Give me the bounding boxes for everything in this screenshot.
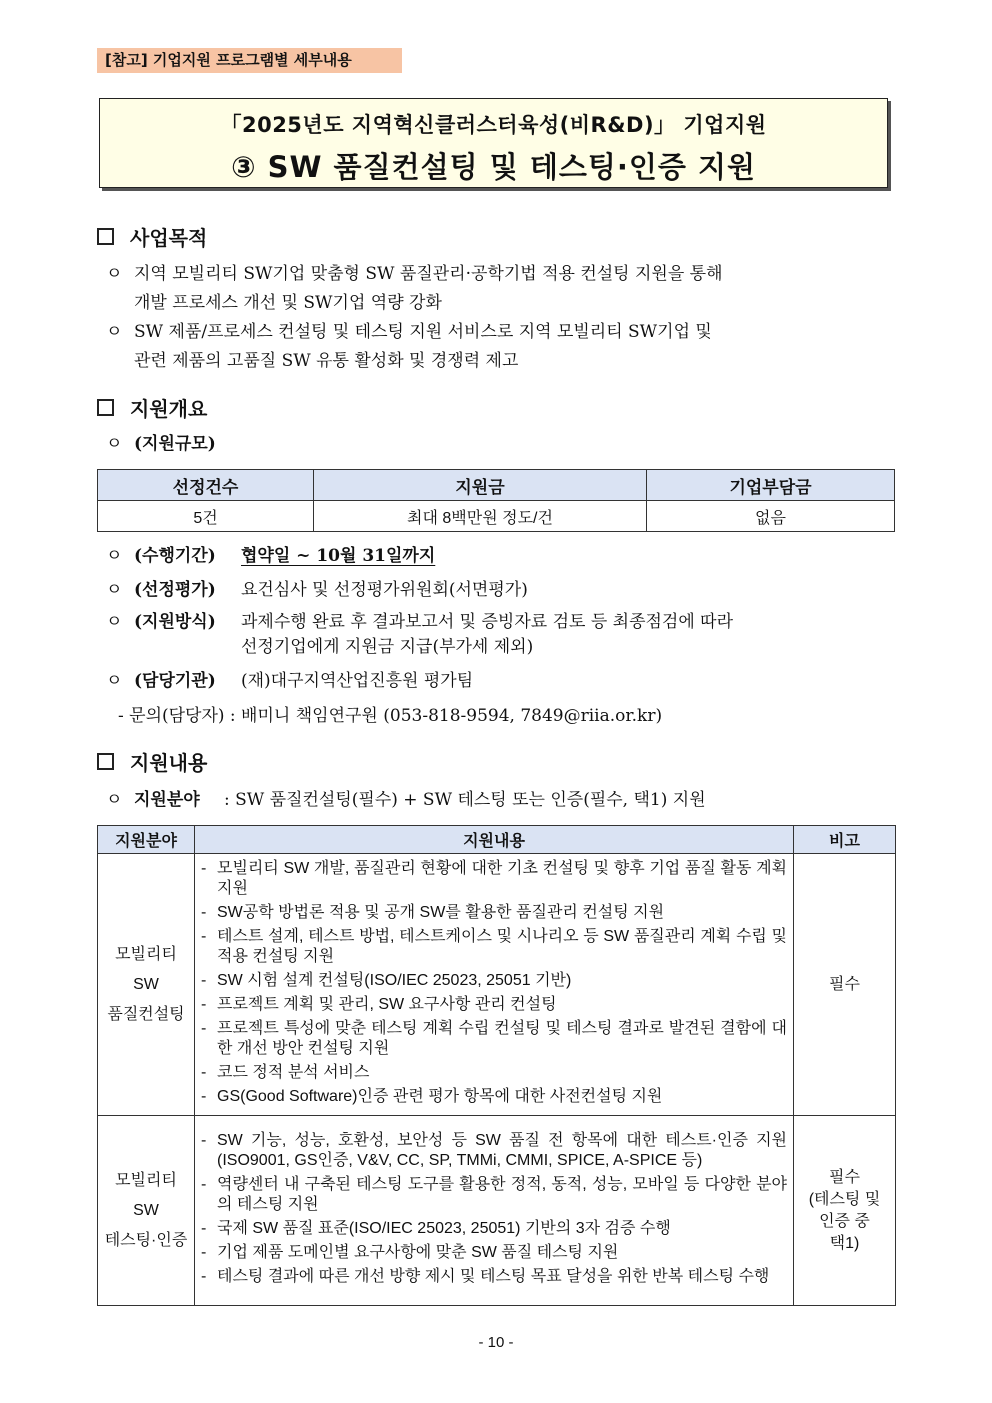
method-line1: 과제수행 완료 후 결과보고서 및 증빙자료 검토 등 최종점검에 따라 [241,612,734,632]
scale-label-row [106,430,506,459]
bullet-icon: ㅇ [106,322,123,342]
list-item: - SW 기능, 성능, 호환성, 보안성 등 SW 품질 전 항목에 대한 테스트·인증 지원(ISO9001, GS인증, V&V, CC, SP, TMMi, CMMI, SPICE, A-SPICE 등) [201,1131,787,1171]
section-content-heading [97,747,207,776]
checkbox-square-icon [97,228,114,245]
checkbox-square-icon [97,753,114,770]
evaluation-row [106,576,896,605]
section-title: 지원내용 [130,751,208,775]
scale-cell-amount: 최대 8백만원 정도/건 [314,501,647,532]
bullet-icon: ㅇ [106,612,123,632]
purpose-item-line1: SW 제품/프로세스 컨설팅 및 테스팅 지원 서비스로 지역 모빌리티 SW기업 및 [134,322,712,342]
detail-cell [195,854,794,1116]
note-line: 택1) [829,1234,860,1252]
field-row [106,786,896,815]
method-line2: 선정기업에게 지원금 지급(부가세 제외) [241,637,534,657]
content-header-detail: 지원내용 [195,826,794,854]
content-header-field: 지원분야 [98,826,195,854]
scale-header-burden: 기업부담금 [647,470,895,501]
bullet-icon: ㅇ [106,434,123,454]
content-header-note: 비고 [794,826,896,854]
purpose-item [106,318,896,376]
category-line: 테스팅·인증 [104,1231,188,1249]
note-line: 필수 [829,975,860,993]
page-number: - 10 - [478,1334,514,1351]
evaluation-value: 요건심사 및 선정평가위원회(서면평가) [241,580,528,600]
list-item: - SW 시험 설계 컨설팅(ISO/IEC 25023, 25051 기반) [201,971,787,991]
evaluation-label: (선정평가) [134,580,216,600]
bullet-icon: ㅇ [106,546,123,566]
category-line: 모빌리티 [115,1171,177,1189]
bullet-icon: ㅇ [106,580,123,600]
list-item: - GS(Good Software)인증 관련 평가 항목에 대한 사전컨설팅 지원 [201,1087,787,1107]
agency-row [106,667,896,696]
period-row [106,542,896,571]
list-item: - 역량센터 내 구축된 테스팅 도구를 활용한 정적, 동적, 성능, 모바일 등 다양한 분야의 테스팅 지원 [201,1175,787,1215]
scale-header-count: 선정건수 [98,470,314,501]
note-cell [794,854,896,1116]
bullet-icon: ㅇ [106,671,123,691]
note-line: 인증 중 [819,1212,870,1230]
list-item: - 국제 SW 품질 표준(ISO/IEC 25023, 25051) 기반의 3자 검증 수행 [201,1219,787,1239]
scale-table [97,469,895,532]
period-label: (수행기간) [134,546,216,566]
bullet-icon: ㅇ [106,264,123,284]
purpose-item-line2: 개발 프로세스 개선 및 SW기업 역량 강화 [134,293,442,313]
field-value: : SW 품질컨설팅(필수) + SW 테스팅 또는 인증(필수, 택1) 지원 [224,790,706,810]
scale-header-amount: 지원금 [314,470,647,501]
agency-label: (담당기관) [134,671,216,691]
table-row [98,1116,896,1306]
purpose-item-line2: 관련 제품의 고품질 SW 유통 활성화 및 경쟁력 제고 [134,351,519,371]
note-cell [794,1116,896,1306]
method-label: (지원방식) [134,612,216,632]
title-line-1: 「2025년도 지역혁신클러스터육성(비R&D)」 기업지원 [220,113,767,137]
reference-tag: [참고] 기업지원 프로그램별 세부내용 [97,48,402,73]
list-item: - 테스트 설계, 테스트 방법, 테스트케이스 및 시나리오 등 SW 품질관리 계획 수립 및 적용 컨설팅 지원 [201,927,787,967]
period-value: 협약일 ~ 10월 31일까지 [241,546,436,566]
section-purpose-heading [97,222,207,251]
list-item: - 테스팅 결과에 따른 개선 방향 제시 및 테스팅 목표 달성을 위한 반복 테스팅 수행 [201,1267,787,1287]
category-line: SW [133,1201,159,1219]
section-title: 사업목적 [130,226,208,250]
list-item: - 기업 제품 도메인별 요구사항에 맞춘 SW 품질 테스팅 지원 [201,1243,787,1263]
detail-cell [195,1116,794,1306]
note-line: 필수 [829,1168,860,1186]
list-item: - 모빌리티 SW 개발, 품질관리 현황에 대한 기초 컨설팅 및 향후 기업 품질 활동 계획지원 [201,859,787,899]
field-label: 지원분야 [134,790,200,810]
list-item: - 프로젝트 특성에 맞춘 테스팅 계획 수립 컨설팅 및 테스팅 결과로 발견된 결함에 대한 개선 방안 컨설팅 지원 [201,1019,787,1059]
note-line: (테스팅 및 [808,1190,881,1208]
scale-cell-count: 5건 [98,501,314,532]
scale-cell-burden: 없음 [647,501,895,532]
list-item: - 프로젝트 계획 및 관리, SW 요구사항 관리 컨설팅 [201,995,787,1015]
checkbox-square-icon [97,399,114,416]
section-overview-heading [97,393,207,422]
contact-line: - 문의(담당자) : 배미니 책임연구원 (053-818-9594, 7849@riia.or.kr) [118,706,663,726]
category-line: 품질컨설팅 [107,1005,185,1023]
method-row [106,608,896,664]
agency-value: (재)대구지역산업진흥원 평가팀 [241,671,474,691]
category-cell [98,854,195,1116]
category-cell [98,1116,195,1306]
title-line-2: ③ SW 품질컨설팅 및 테스팅·인증 지원 [230,150,757,184]
category-line: SW [133,975,159,993]
section-title: 지원개요 [130,397,208,421]
scale-label: (지원규모) [134,434,216,454]
list-item: - SW공학 방법론 적용 및 공개 SW를 활용한 품질관리 컨설팅 지원 [201,903,787,923]
list-item: - 코드 정적 분석 서비스 [201,1063,787,1083]
bullet-icon: ㅇ [106,790,123,810]
table-row [98,854,896,1116]
purpose-item [106,260,896,318]
support-content-table [97,825,896,1306]
title-box [99,98,888,188]
category-line: 모빌리티 [115,945,177,963]
purpose-item-line1: 지역 모빌리티 SW기업 맞춤형 SW 품질관리·공학기법 적용 컨설팅 지원을 통해 [134,264,723,284]
